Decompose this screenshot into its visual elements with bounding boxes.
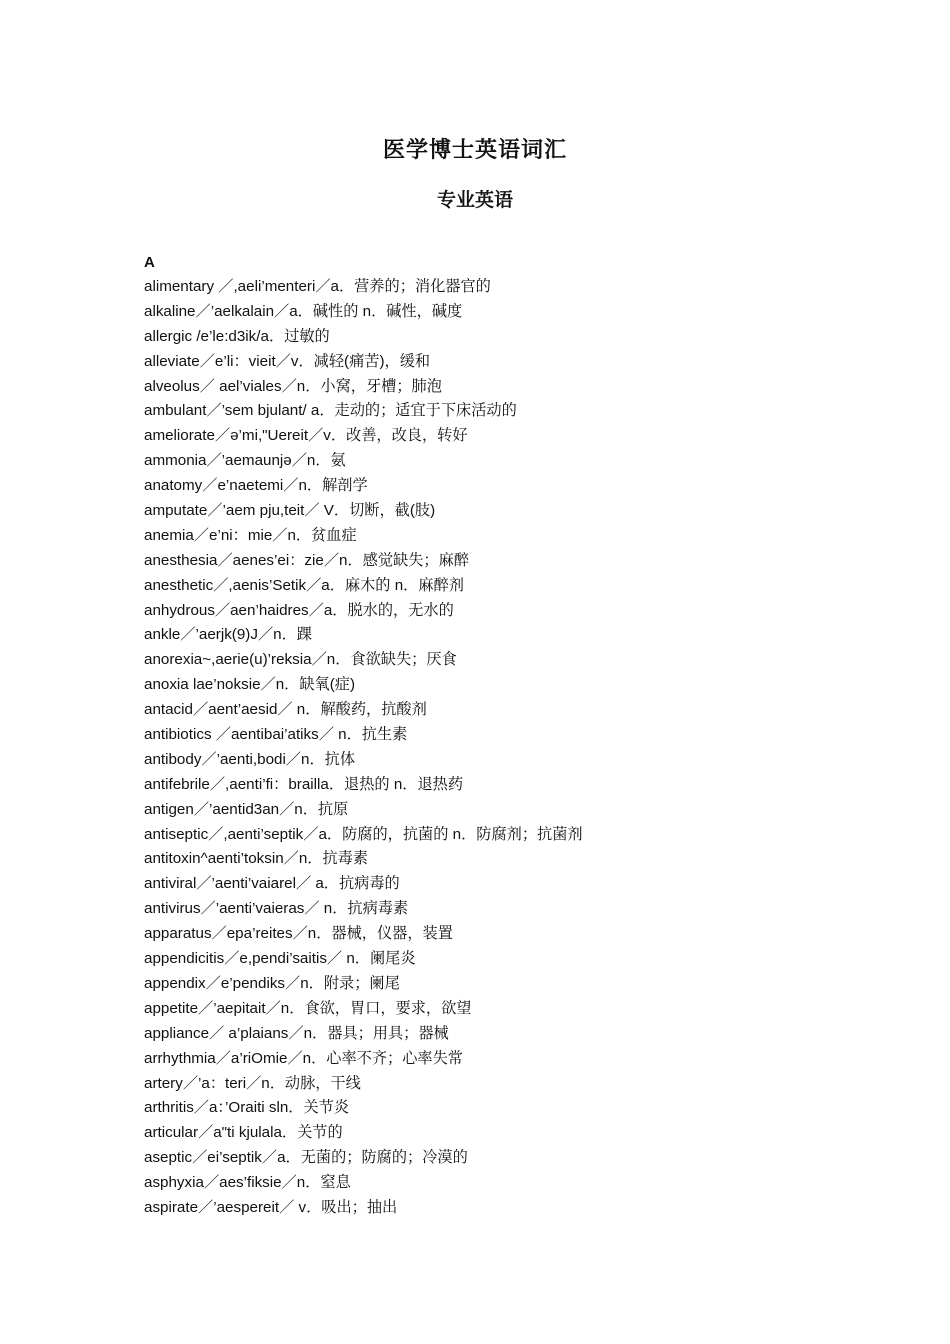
vocab-entry: antiseptic／,aenti’septik／a．防腐的，抗菌的 n．防腐剂；抗菌剂 <box>144 825 583 843</box>
vocab-entry: aseptic／ei’septik／a．无菌的；防腐的；冷漠的 <box>144 1149 468 1167</box>
vocab-entry: appliance／ a’plaians／n．器具；用具；器械 <box>144 1024 449 1042</box>
vocab-entry: anatomy／e’naetemi／n．解剖学 <box>144 477 368 495</box>
vocab-entry: antigen／’aentid3an／n．抗原 <box>144 800 349 818</box>
vocab-entry: anemia／e’ni：mie／n．贫血症 <box>144 526 357 544</box>
vocab-entry: antiviral／’aenti’vaiarel／ a．抗病毒的 <box>144 875 400 893</box>
vocab-entry: appendicitis／e,pendi’saitis／ n．阑尾炎 <box>144 950 416 968</box>
vocabulary-list <box>144 250 864 1221</box>
vocab-entry: ammonia／’aemaunjə／n．氨 <box>144 452 346 470</box>
vocab-entry: artery／’a：teri／n．动脉，干线 <box>144 1074 361 1092</box>
vocab-entry: asphyxia／aes’fiksie／n．窒息 <box>144 1174 351 1192</box>
vocab-entry: ambulant／’sem bjulant/ a．走动的；适宜于下床活动的 <box>144 402 517 420</box>
vocab-entry: alveolus／ ael’viales／n．小窝，牙槽；肺泡 <box>144 377 442 395</box>
vocab-entry: arrhythmia／a’riOmie／n．心率不齐；心率失常 <box>144 1049 463 1067</box>
vocab-entry: apparatus／epa’reites／n．器械，仪器，装置 <box>144 925 453 943</box>
page-subtitle: 专业英语 <box>436 189 513 211</box>
vocab-entry: appetite／’aepitait／n．食欲，胃口，要求，欲望 <box>144 999 472 1017</box>
vocab-entry: appendix／e’pendiks／n．附录；阑尾 <box>144 974 400 992</box>
page-title: 医学博士英语词汇 <box>382 138 567 163</box>
vocab-entry: articular／a"ti kjulala．关节的 <box>144 1124 343 1142</box>
section-heading: A <box>144 254 155 271</box>
vocab-entry: anhydrous／aen’haidres／a．脱水的，无水的 <box>144 601 454 619</box>
vocab-entry: antibiotics ／aentibai’atiks／ n．抗生素 <box>144 726 408 744</box>
vocab-entry: anorexia~,aerie(u)’reksia／n．食欲缺失；厌食 <box>144 651 457 669</box>
vocab-entry: antivirus／’aenti’vaieras／ n．抗病毒素 <box>144 900 409 918</box>
vocab-entry: alimentary ／,aeli’menteri／a．营养的；消化器官的 <box>144 278 491 295</box>
vocab-entry: antacid／aent’aesid／ n．解酸药，抗酸剂 <box>144 701 427 719</box>
vocab-entry: alleviate／e’li：vieit／v．减轻(痛苦)，缓和 <box>144 352 431 370</box>
vocab-entry: ameliorate／ə’mi,"Uereit／v．改善，改良，转好 <box>144 427 468 445</box>
vocab-entry: ankle／’aerjk(9)J／n．踝 <box>144 626 312 644</box>
vocab-entry: antifebrile／,aenti’fi：brailla．退热的 n．退热药 <box>144 775 464 793</box>
vocab-entry: anesthetic／,aenis’Setik／a．麻木的 n．麻醉剂 <box>144 576 464 594</box>
vocab-entry: alkaline／’aelkalain／a．碱性的 n．碱性，碱度 <box>144 302 463 320</box>
vocab-entry: anesthesia／aenes’ei：zie／n．感觉缺失；麻醉 <box>144 551 469 569</box>
vocab-entry: amputate／’aem pju,teit／ V．切断，截(肢) <box>144 502 436 520</box>
vocab-entry: arthritis／a：’Oraiti sln．关节炎 <box>144 1099 350 1117</box>
vocab-entry: aspirate／’aespereit／ v．吸出；抽出 <box>144 1198 398 1216</box>
vocab-entry: antitoxin^aenti’toksin／n．抗毒素 <box>144 850 369 868</box>
vocab-entry: anoxia lae’noksie／n．缺氧(症) <box>144 676 356 694</box>
vocab-entry: allergic /e’le:d3ik/a．过敏的 <box>144 327 330 345</box>
vocab-entry: antibody／’aenti,bodi／n．抗体 <box>144 750 356 768</box>
